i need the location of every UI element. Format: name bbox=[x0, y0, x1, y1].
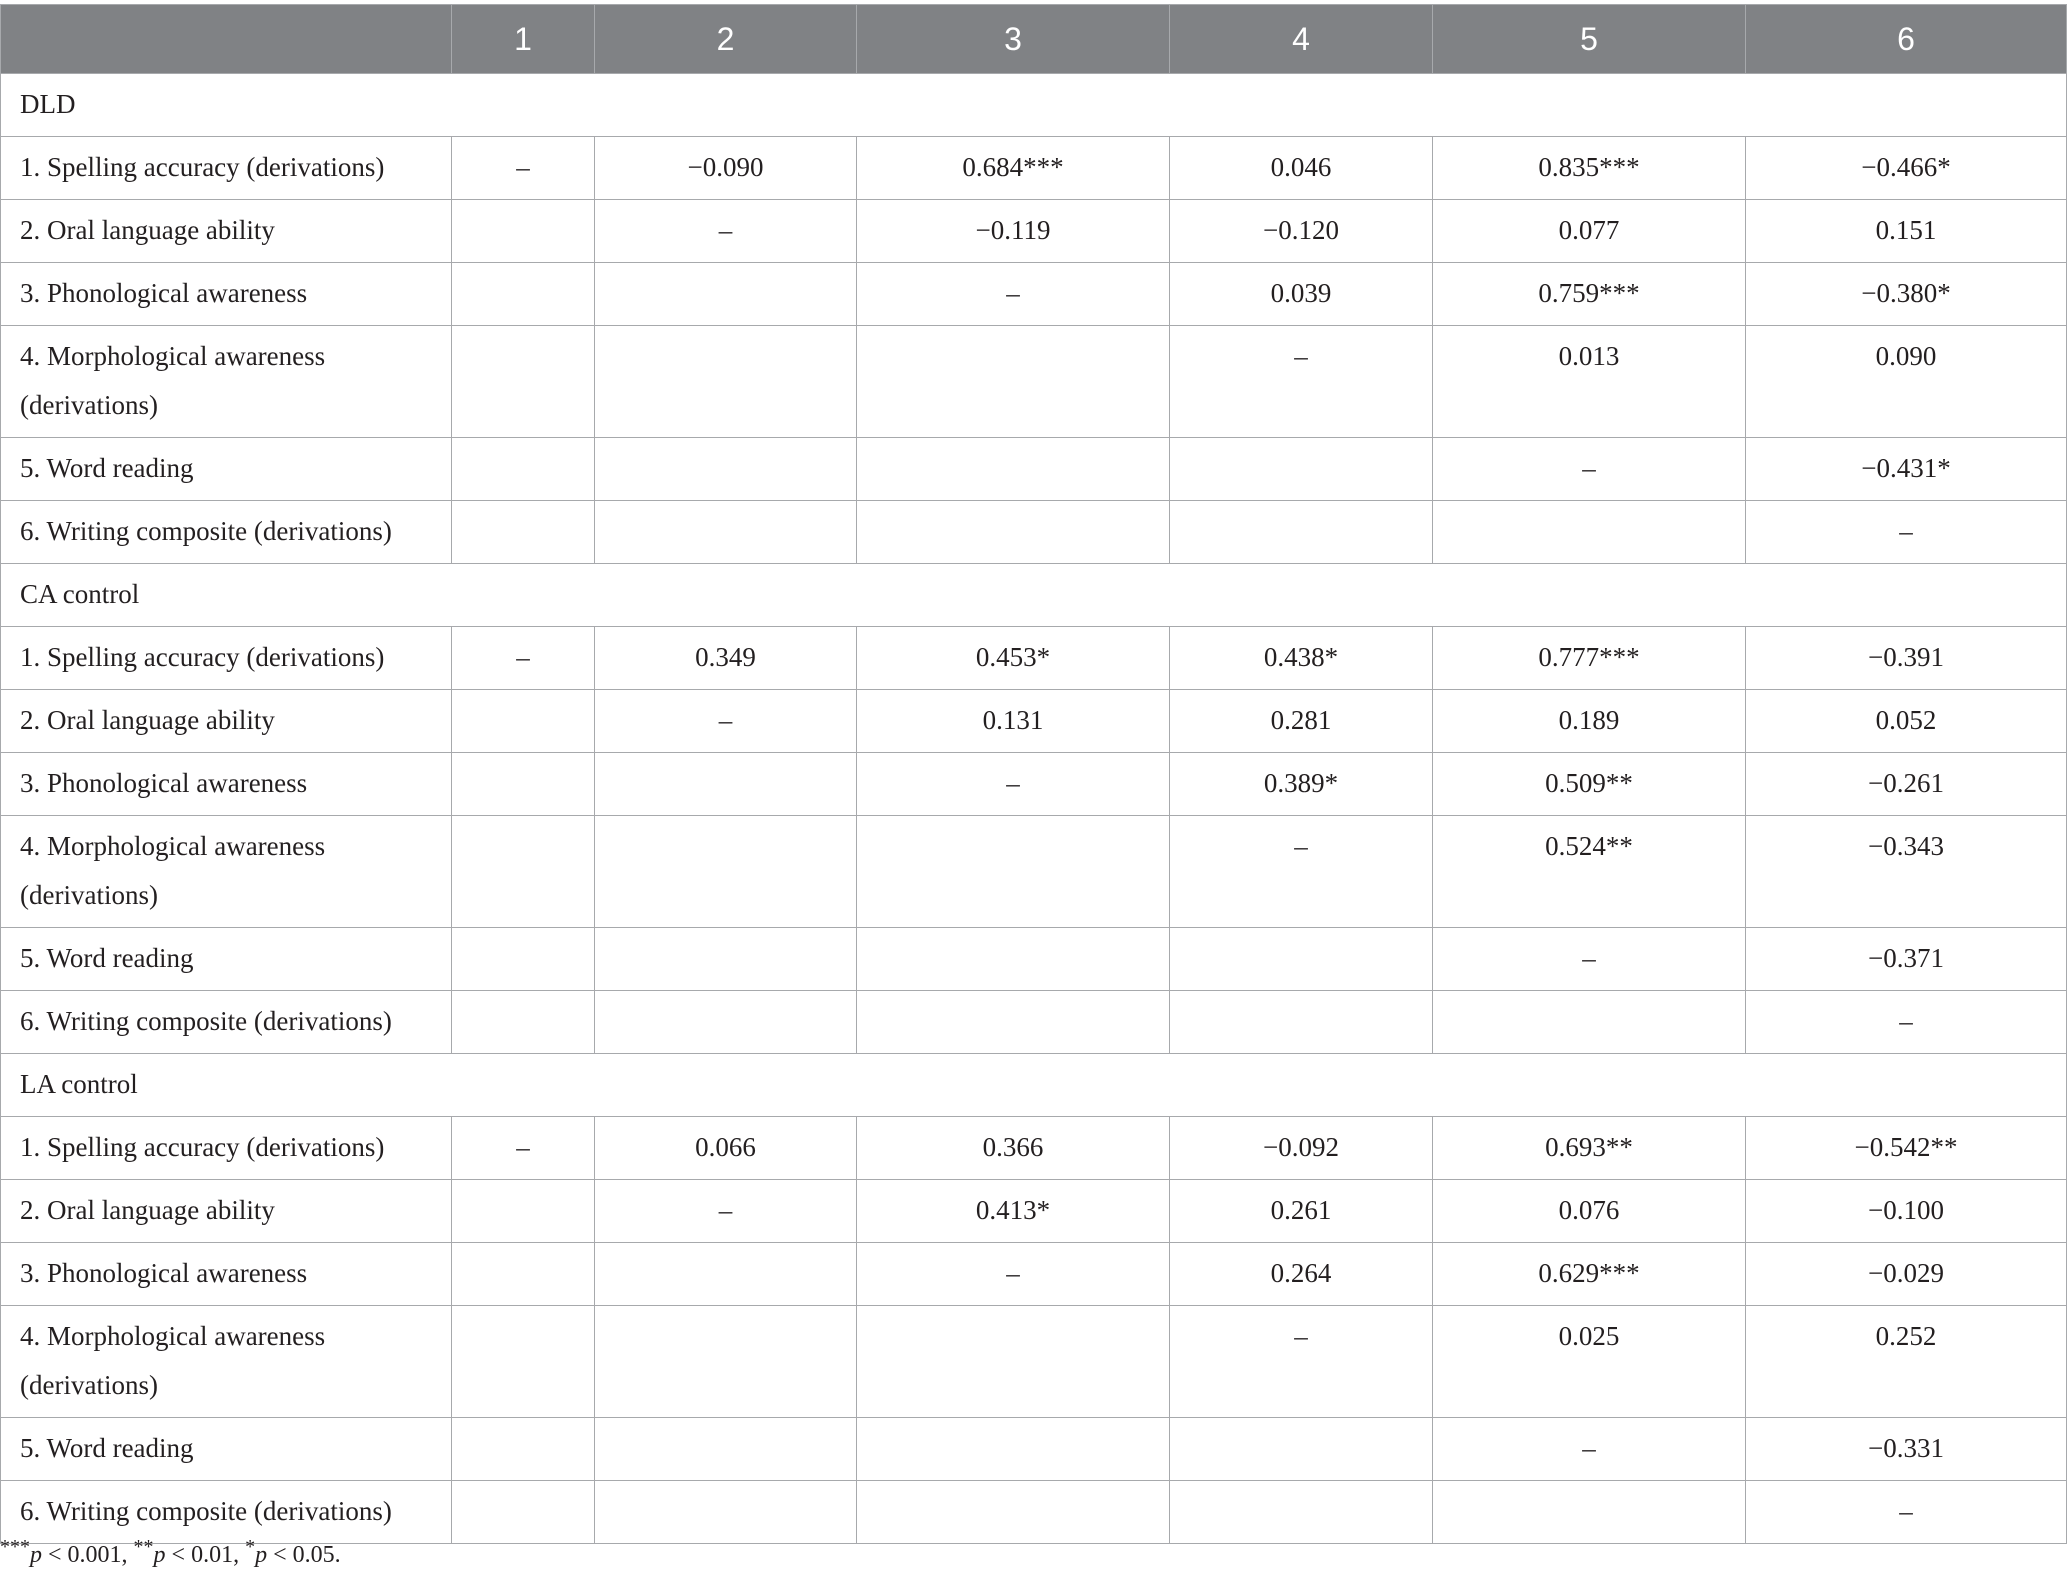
header-cell-6: 6 bbox=[1746, 5, 2067, 74]
value-cell: −0.090 bbox=[595, 137, 857, 200]
value-cell bbox=[452, 1180, 595, 1243]
value-cell bbox=[1433, 991, 1746, 1054]
value-cell: −0.261 bbox=[1746, 753, 2067, 816]
row-label: 4. Morphological awareness (derivations) bbox=[1, 1306, 452, 1418]
footnote-p-symbol: p bbox=[255, 1542, 268, 1568]
table-header bbox=[1, 5, 2067, 74]
group-row bbox=[1, 1054, 2067, 1117]
value-cell: 0.252 bbox=[1746, 1306, 2067, 1418]
value-cell bbox=[595, 816, 857, 928]
value-cell: −0.380* bbox=[1746, 263, 2067, 326]
header-cell-2: 2 bbox=[595, 5, 857, 74]
value-cell bbox=[857, 438, 1170, 501]
table-row bbox=[1, 438, 2067, 501]
table-row bbox=[1, 627, 2067, 690]
value-cell: −0.092 bbox=[1170, 1117, 1433, 1180]
footnote-asterisks: *** bbox=[0, 1536, 30, 1558]
value-cell bbox=[452, 1481, 595, 1544]
value-cell: 0.438* bbox=[1170, 627, 1433, 690]
value-cell: 0.389* bbox=[1170, 753, 1433, 816]
value-cell bbox=[595, 1306, 857, 1418]
row-label: 2. Oral language ability bbox=[1, 690, 452, 753]
value-cell: 0.046 bbox=[1170, 137, 1433, 200]
header-cell-5: 5 bbox=[1433, 5, 1746, 74]
value-cell bbox=[452, 501, 595, 564]
row-label: 5. Word reading bbox=[1, 928, 452, 991]
row-label: 6. Writing composite (derivations) bbox=[1, 1481, 452, 1544]
value-cell: 0.835*** bbox=[1433, 137, 1746, 200]
row-label: 2. Oral language ability bbox=[1, 1180, 452, 1243]
value-cell bbox=[1170, 1481, 1433, 1544]
value-cell: 0.693** bbox=[1433, 1117, 1746, 1180]
row-label: 1. Spelling accuracy (derivations) bbox=[1, 1117, 452, 1180]
group-label: DLD bbox=[1, 74, 2067, 137]
table-row bbox=[1, 200, 2067, 263]
value-cell: 0.090 bbox=[1746, 326, 2067, 438]
value-cell: 0.281 bbox=[1170, 690, 1433, 753]
value-cell: 0.131 bbox=[857, 690, 1170, 753]
value-cell bbox=[452, 753, 595, 816]
row-label: 2. Oral language ability bbox=[1, 200, 452, 263]
table-row bbox=[1, 928, 2067, 991]
table-body bbox=[1, 74, 2067, 1544]
value-cell bbox=[857, 326, 1170, 438]
value-cell bbox=[857, 1481, 1170, 1544]
value-cell: −0.391 bbox=[1746, 627, 2067, 690]
value-cell: −0.542** bbox=[1746, 1117, 2067, 1180]
value-cell: −0.371 bbox=[1746, 928, 2067, 991]
value-cell: 0.777*** bbox=[1433, 627, 1746, 690]
header-row bbox=[1, 5, 2067, 74]
value-cell bbox=[595, 928, 857, 991]
table-row bbox=[1, 1180, 2067, 1243]
row-label: 6. Writing composite (derivations) bbox=[1, 501, 452, 564]
header-cell-4: 4 bbox=[1170, 5, 1433, 74]
value-cell: – bbox=[595, 1180, 857, 1243]
footnote-p-symbol: p bbox=[30, 1542, 42, 1568]
value-cell bbox=[1170, 501, 1433, 564]
footnote-asterisks: ** bbox=[133, 1536, 154, 1558]
row-label: 4. Morphological awareness (derivations) bbox=[1, 326, 452, 438]
value-cell bbox=[1170, 438, 1433, 501]
value-cell: 0.366 bbox=[857, 1117, 1170, 1180]
value-cell: 0.509** bbox=[1433, 753, 1746, 816]
value-cell: 0.264 bbox=[1170, 1243, 1433, 1306]
value-cell bbox=[595, 753, 857, 816]
value-cell: – bbox=[452, 1117, 595, 1180]
row-label: 3. Phonological awareness bbox=[1, 753, 452, 816]
value-cell bbox=[452, 690, 595, 753]
value-cell: 0.759*** bbox=[1433, 263, 1746, 326]
value-cell bbox=[452, 928, 595, 991]
value-cell bbox=[452, 326, 595, 438]
footnote-text: < 0.05. bbox=[267, 1542, 341, 1568]
value-cell: 0.349 bbox=[595, 627, 857, 690]
header-cell-blank bbox=[1, 5, 452, 74]
table-row bbox=[1, 1418, 2067, 1481]
table-row bbox=[1, 501, 2067, 564]
value-cell bbox=[1170, 1418, 1433, 1481]
table-row bbox=[1, 816, 2067, 928]
header-cell-3: 3 bbox=[857, 5, 1170, 74]
header-cell-1: 1 bbox=[452, 5, 595, 74]
value-cell bbox=[595, 1243, 857, 1306]
value-cell bbox=[595, 263, 857, 326]
value-cell: – bbox=[1746, 991, 2067, 1054]
value-cell: 0.684*** bbox=[857, 137, 1170, 200]
value-cell bbox=[1433, 501, 1746, 564]
correlation-table-container bbox=[0, 4, 2066, 1544]
value-cell: – bbox=[857, 263, 1170, 326]
value-cell: 0.151 bbox=[1746, 200, 2067, 263]
value-cell: – bbox=[1433, 1418, 1746, 1481]
value-cell: 0.013 bbox=[1433, 326, 1746, 438]
value-cell bbox=[595, 1481, 857, 1544]
footnote-text: < 0.01, bbox=[165, 1542, 246, 1568]
value-cell: 0.066 bbox=[595, 1117, 857, 1180]
value-cell bbox=[452, 1418, 595, 1481]
value-cell bbox=[452, 1243, 595, 1306]
correlation-table bbox=[0, 4, 2067, 1544]
value-cell bbox=[857, 1306, 1170, 1418]
row-label: 5. Word reading bbox=[1, 438, 452, 501]
group-label: LA control bbox=[1, 1054, 2067, 1117]
row-label: 1. Spelling accuracy (derivations) bbox=[1, 137, 452, 200]
table-row bbox=[1, 753, 2067, 816]
footnote-p-symbol: p bbox=[153, 1542, 166, 1568]
value-cell: 0.189 bbox=[1433, 690, 1746, 753]
value-cell: 0.076 bbox=[1433, 1180, 1746, 1243]
value-cell: – bbox=[1170, 326, 1433, 438]
value-cell: – bbox=[452, 627, 595, 690]
value-cell: – bbox=[1433, 438, 1746, 501]
value-cell bbox=[857, 1418, 1170, 1481]
value-cell bbox=[1433, 1481, 1746, 1544]
value-cell bbox=[857, 928, 1170, 991]
row-label: 5. Word reading bbox=[1, 1418, 452, 1481]
value-cell: 0.025 bbox=[1433, 1306, 1746, 1418]
table-row bbox=[1, 690, 2067, 753]
value-cell bbox=[595, 438, 857, 501]
value-cell bbox=[452, 263, 595, 326]
value-cell: −0.100 bbox=[1746, 1180, 2067, 1243]
value-cell bbox=[857, 501, 1170, 564]
value-cell bbox=[452, 438, 595, 501]
row-label: 3. Phonological awareness bbox=[1, 1243, 452, 1306]
table-row bbox=[1, 137, 2067, 200]
group-row bbox=[1, 74, 2067, 137]
value-cell: 0.052 bbox=[1746, 690, 2067, 753]
value-cell: – bbox=[857, 753, 1170, 816]
value-cell bbox=[857, 816, 1170, 928]
value-cell: – bbox=[1170, 1306, 1433, 1418]
value-cell: – bbox=[1170, 816, 1433, 928]
footnote-asterisks: * bbox=[245, 1536, 256, 1558]
value-cell bbox=[595, 991, 857, 1054]
value-cell bbox=[452, 1306, 595, 1418]
table-row bbox=[1, 1117, 2067, 1180]
row-label: 6. Writing composite (derivations) bbox=[1, 991, 452, 1054]
value-cell bbox=[595, 501, 857, 564]
value-cell bbox=[595, 326, 857, 438]
value-cell: −0.119 bbox=[857, 200, 1170, 263]
value-cell: 0.413* bbox=[857, 1180, 1170, 1243]
footnote-text: < 0.001, bbox=[42, 1542, 134, 1568]
value-cell bbox=[1170, 928, 1433, 991]
row-label: 4. Morphological awareness (derivations) bbox=[1, 816, 452, 928]
value-cell bbox=[595, 1418, 857, 1481]
row-label: 1. Spelling accuracy (derivations) bbox=[1, 627, 452, 690]
value-cell bbox=[857, 991, 1170, 1054]
value-cell: – bbox=[1433, 928, 1746, 991]
value-cell: – bbox=[1746, 501, 2067, 564]
value-cell: – bbox=[452, 137, 595, 200]
group-row bbox=[1, 564, 2067, 627]
value-cell: – bbox=[857, 1243, 1170, 1306]
value-cell: −0.466* bbox=[1746, 137, 2067, 200]
value-cell: – bbox=[1746, 1481, 2067, 1544]
value-cell: 0.039 bbox=[1170, 263, 1433, 326]
value-cell: 0.261 bbox=[1170, 1180, 1433, 1243]
row-label: 3. Phonological awareness bbox=[1, 263, 452, 326]
value-cell: – bbox=[595, 200, 857, 263]
value-cell bbox=[452, 816, 595, 928]
value-cell: 0.629*** bbox=[1433, 1243, 1746, 1306]
table-row bbox=[1, 326, 2067, 438]
value-cell: – bbox=[595, 690, 857, 753]
value-cell bbox=[452, 991, 595, 1054]
value-cell: −0.029 bbox=[1746, 1243, 2067, 1306]
table-row bbox=[1, 263, 2067, 326]
value-cell: −0.431* bbox=[1746, 438, 2067, 501]
value-cell: −0.343 bbox=[1746, 816, 2067, 928]
value-cell: −0.120 bbox=[1170, 200, 1433, 263]
table-row bbox=[1, 1243, 2067, 1306]
value-cell bbox=[1170, 991, 1433, 1054]
value-cell: 0.077 bbox=[1433, 200, 1746, 263]
value-cell: 0.453* bbox=[857, 627, 1170, 690]
value-cell bbox=[452, 200, 595, 263]
significance-footnote bbox=[0, 1527, 341, 1575]
table-row bbox=[1, 1306, 2067, 1418]
table-row bbox=[1, 991, 2067, 1054]
value-cell: −0.331 bbox=[1746, 1418, 2067, 1481]
value-cell: 0.524** bbox=[1433, 816, 1746, 928]
group-label: CA control bbox=[1, 564, 2067, 627]
